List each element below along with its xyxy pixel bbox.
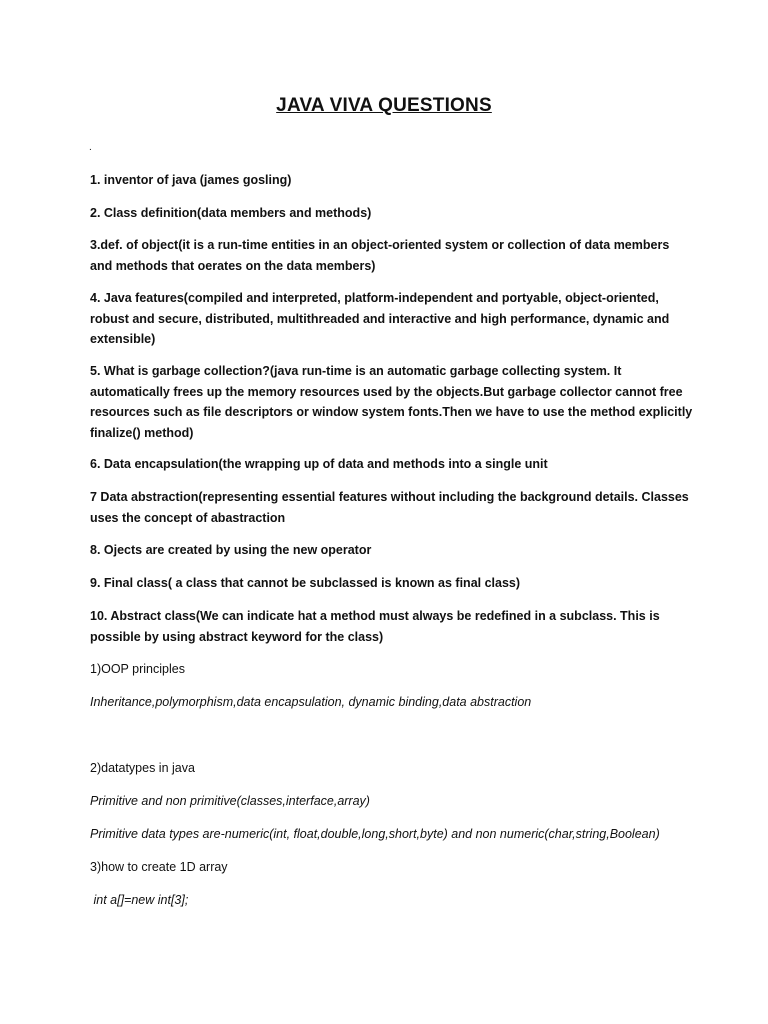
question-line: 9. Final class( a class that cannot be subclassed is known as final class): [90, 576, 521, 590]
section-answer: int a[]=new int[3];: [90, 893, 189, 907]
question-line: 2. Class definition(data members and methods): [90, 206, 372, 220]
question-7: [90, 487, 690, 528]
question-line: finalize() method): [90, 425, 194, 440]
question-10: [90, 606, 690, 647]
question-line: 10. Abstract class(We can indicate hat a method must always be redefined in a subclass. This is: [90, 609, 660, 623]
stray-mark: .: [89, 142, 92, 153]
question-line: possible by using abstract keyword for the class): [90, 629, 384, 644]
section-heading-oop: [90, 659, 690, 680]
question-8: [90, 540, 690, 561]
section-answer: Inheritance,polymorphism,data encapsulation, dynamic binding,data abstraction: [90, 695, 532, 709]
question-line: 8. Ojects are created by using the new operator: [90, 543, 372, 557]
question-line: uses the concept of abastraction: [90, 510, 286, 525]
question-line: and methods that oerates on the data members): [90, 258, 376, 273]
question-3: [90, 235, 690, 276]
section-answer-array: [90, 890, 690, 911]
question-line: 6. Data encapsulation(the wrapping up of data and methods into a single unit: [90, 457, 548, 471]
question-line: automatically frees up the memory resources used by the objects.But garbage collector cannot free: [90, 384, 683, 399]
question-line: extensible): [90, 332, 156, 346]
question-line: 4. Java features(compiled and interpreted, platform-independent and portyable, object-oriented,: [90, 291, 659, 305]
question-line: 1. inventor of java (james gosling): [90, 173, 292, 187]
question-line: 5. What is garbage collection?(java run-time is an automatic garbage collecting system. It: [90, 364, 622, 378]
question-line: 7 Data abstraction(representing essential features without including the background details. Classes: [90, 490, 689, 504]
section-answer-datatypes-1: [90, 791, 690, 812]
section-answer-oop: [90, 692, 690, 713]
question-4: [90, 288, 690, 350]
section-answer-datatypes-2: [90, 824, 690, 845]
section-heading-array: [90, 857, 690, 878]
question-5: [90, 361, 693, 443]
section-heading: 2)datatypes in java: [90, 761, 195, 775]
section-answer: Primitive and non primitive(classes,interface,array): [90, 794, 370, 808]
section-heading-datatypes: [90, 758, 690, 779]
question-line: resources such as file descriptors or window system fonts.Then we have to use the method explicitly: [90, 405, 693, 419]
question-line: 3.def. of object(it is a run-time entities in an object-oriented system or collection of data members: [90, 238, 670, 252]
question-9: [90, 573, 690, 594]
section-heading: 3)how to create 1D array: [90, 860, 228, 874]
question-6: [90, 454, 690, 475]
question-line: robust and secure, distributed, multithreaded and interactive and high performance, dynamic and: [90, 311, 670, 326]
page-title: JAVA VIVA QUESTIONS: [276, 95, 492, 116]
section-answer: Primitive data types are-numeric(int, float,double,long,short,byte) and non numeric(char,string,Boolean): [90, 827, 660, 841]
question-1: [90, 170, 690, 191]
section-heading: 1)OOP principles: [90, 662, 185, 676]
question-2: [90, 203, 690, 224]
